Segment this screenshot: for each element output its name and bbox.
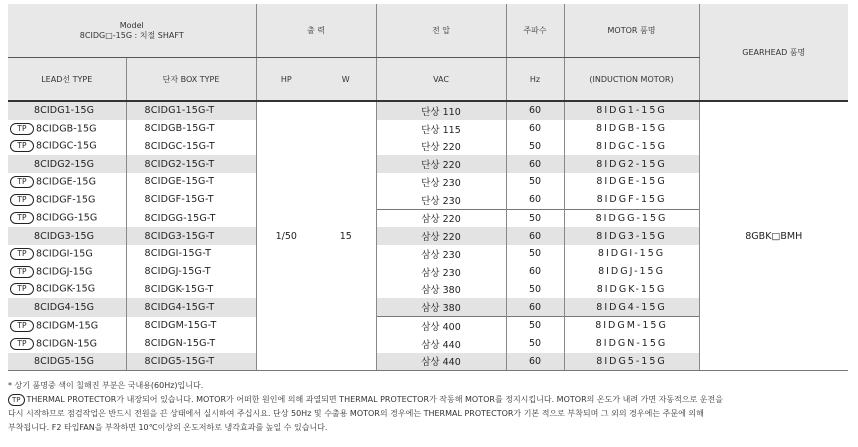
box-type-cell: 8CIDGK-15G-T: [126, 281, 256, 299]
note-domestic: * 상기 품명중 색이 칠해진 부분은 국내용(60Hz)입니다.: [8, 381, 204, 390]
box-type-cell: 8CIDGC-15G-T: [126, 138, 256, 156]
frequency-cell: 60: [506, 353, 564, 371]
voltage-cell: 삼상 380: [376, 281, 506, 299]
lead-model: 8CIDGJ-15G: [36, 266, 93, 278]
box-type-cell: 8CIDG3-15G-T: [126, 227, 256, 245]
lead-model: 8CIDG1-15G: [34, 105, 95, 117]
motor-cell: 8IDG1-15G: [564, 101, 699, 120]
lead-type-cell: [8, 263, 126, 281]
note-thermal-text: THERMAL PROTECTOR가 내장되어 있습니다. MOTOR가 어떠한 원인에 의해 과열되면 THERMAL PROTECTOR가 작동해 MOTOR를 정지시킵니다. MOTOR의 온도가 내려 가면 자동적으로 운전을: [26, 395, 723, 404]
hp-header: HP: [256, 58, 316, 102]
lead-model: 8CIDGB-15G: [36, 123, 97, 135]
voltage-cell: 단상 220: [376, 155, 506, 173]
frequency-cell: 50: [506, 209, 564, 227]
box-type-header: 단자 BOX TYPE: [126, 58, 256, 102]
frequency-cell: 50: [506, 317, 564, 335]
lead-model: 8CIDGN-15G: [36, 338, 98, 350]
frequency-cell: 60: [506, 191, 564, 209]
lead-model: 8CIDGF-15G: [36, 194, 96, 206]
note-thermal-cont: 다시 시작하므로 점검작업은 반드시 전원을 끈 상태에서 실시하여 주십시요. 단상 50Hz 및 수출용 MOTOR의 경우에는 THERMAL PROTECTOR가 기본 적으로 부착되며 그 외의 경우에는 주문에 의해: [8, 409, 704, 418]
frequency-cell: 60: [506, 227, 564, 245]
voltage-cell: 단상 115: [376, 120, 506, 138]
voltage-cell: 단상 230: [376, 191, 506, 209]
motor-cell: 8IDG3-15G: [564, 227, 699, 245]
tp-mark-icon: TP: [10, 176, 34, 188]
box-type-cell: 8CIDG5-15G-T: [126, 353, 256, 371]
motor-cell: 8IDG5-15G: [564, 353, 699, 371]
motor-cell: 8IDGF-15G: [564, 191, 699, 209]
lead-model: 8CIDG4-15G: [34, 301, 95, 313]
frequency-cell: 60: [506, 298, 564, 316]
lead-model: 8CIDG5-15G: [34, 355, 95, 367]
motor-cell: 8IDGN-15G: [564, 335, 699, 353]
tp-mark-icon: TP: [10, 248, 34, 260]
lead-model: 8CIDG2-15G: [34, 158, 95, 170]
motor-cell: 8IDGG-15G: [564, 209, 699, 227]
frequency-cell: 50: [506, 173, 564, 191]
box-type-cell: 8CIDGI-15G-T: [126, 245, 256, 263]
motor-cell: 8IDGC-15G: [564, 138, 699, 156]
box-type-cell: 8CIDGJ-15G-T: [126, 263, 256, 281]
lead-model: 8CIDGG-15G: [36, 212, 98, 224]
frequency-header: 주파수: [506, 4, 564, 58]
lead-model: 8CIDGE-15G: [36, 176, 97, 188]
lead-type-cell: [8, 173, 126, 191]
box-type-cell: 8CIDGG-15G-T: [126, 209, 256, 227]
vac-header: VAC: [376, 58, 506, 102]
lead-type-cell: [8, 138, 126, 156]
w-cell: 15: [316, 101, 376, 371]
motor-cell: 8IDGK-15G: [564, 281, 699, 299]
motor-cell: 8IDGM-15G: [564, 317, 699, 335]
tp-mark-icon: TP: [10, 123, 34, 135]
frequency-cell: 50: [506, 281, 564, 299]
voltage-cell: 삼상 220: [376, 209, 506, 227]
voltage-cell: 단상 230: [376, 173, 506, 191]
w-header: W: [316, 58, 376, 102]
table-body: [8, 101, 848, 371]
lead-type-cell: [8, 191, 126, 209]
gearhead-header: GEARHEAD 품명: [699, 4, 848, 101]
tp-mark-icon: TP: [10, 338, 34, 350]
frequency-cell: 60: [506, 101, 564, 120]
footnotes: [8, 379, 853, 435]
output-header: 출 력: [256, 4, 376, 58]
box-type-cell: 8CIDGF-15G-T: [126, 191, 256, 209]
voltage-cell: 삼상 230: [376, 245, 506, 263]
induction-header: (INDUCTION MOTOR): [564, 58, 699, 102]
voltage-cell: 삼상 440: [376, 353, 506, 371]
lead-type-cell: [8, 155, 126, 173]
voltage-cell: 삼상 380: [376, 298, 506, 316]
motor-spec-table: [8, 4, 848, 371]
motor-cell: 8IDGJ-15G: [564, 263, 699, 281]
lead-type-cell: [8, 353, 126, 371]
lead-type-header: LEAD선 TYPE: [8, 58, 126, 102]
lead-model: 8CIDGK-15G: [36, 283, 96, 295]
lead-model: 8CIDGM-15G: [36, 320, 99, 332]
box-type-cell: 8CIDGM-15G-T: [126, 317, 256, 335]
box-type-cell: 8CIDG4-15G-T: [126, 298, 256, 316]
gearhead-cell: 8GBK□BMH: [699, 101, 848, 371]
frequency-cell: 60: [506, 120, 564, 138]
motor-cell: 8IDGB-15G: [564, 120, 699, 138]
lead-model: 8CIDGI-15G: [36, 248, 93, 260]
hz-header: Hz: [506, 58, 564, 102]
lead-type-cell: [8, 298, 126, 316]
lead-type-cell: [8, 101, 126, 120]
lead-type-cell: [8, 120, 126, 138]
motor-cell: 8IDGE-15G: [564, 173, 699, 191]
frequency-cell: 60: [506, 263, 564, 281]
lead-model: 8CIDGC-15G: [36, 140, 97, 152]
motor-cell: 8IDGI-15G: [564, 245, 699, 263]
voltage-cell: 삼상 400: [376, 317, 506, 335]
voltage-cell: 삼상 220: [376, 227, 506, 245]
tp-mark-icon: TP: [8, 394, 25, 406]
model-header: [8, 4, 256, 58]
note-thermal: [8, 393, 853, 407]
motor-cell: 8IDG4-15G: [564, 298, 699, 316]
lead-type-cell: [8, 227, 126, 245]
model-subtitle: 8CIDG□-15G : 치절 SHAFT: [79, 30, 184, 40]
lead-model: 8CIDG3-15G: [34, 230, 95, 242]
tp-mark-icon: TP: [10, 266, 34, 278]
box-type-cell: 8CIDG1-15G-T: [126, 101, 256, 120]
frequency-cell: 50: [506, 245, 564, 263]
voltage-cell: 삼상 440: [376, 335, 506, 353]
frequency-cell: 60: [506, 155, 564, 173]
model-title: Model: [119, 20, 144, 30]
frequency-cell: 50: [506, 335, 564, 353]
note-fan: 부착됩니다. F2 타입FAN을 부착하면 10℃이상의 온도저하로 냉각효과를 높일 수 있습니다.: [8, 423, 328, 432]
table-row: [8, 101, 848, 120]
voltage-header: 전 압: [376, 4, 506, 58]
lead-type-cell: [8, 209, 126, 227]
voltage-cell: 삼상 230: [376, 263, 506, 281]
tp-mark-icon: TP: [10, 212, 34, 224]
motor-cell: 8IDG2-15G: [564, 155, 699, 173]
lead-type-cell: [8, 281, 126, 299]
box-type-cell: 8CIDG2-15G-T: [126, 155, 256, 173]
lead-type-cell: [8, 317, 126, 335]
tp-mark-icon: TP: [10, 283, 34, 295]
tp-mark-icon: TP: [10, 320, 34, 332]
voltage-cell: 단상 220: [376, 138, 506, 156]
box-type-cell: 8CIDGN-15G-T: [126, 335, 256, 353]
frequency-cell: 50: [506, 138, 564, 156]
hp-cell: 1/50: [256, 101, 316, 371]
lead-type-cell: [8, 335, 126, 353]
tp-mark-icon: TP: [10, 140, 34, 152]
lead-type-cell: [8, 245, 126, 263]
tp-mark-icon: TP: [10, 194, 34, 206]
box-type-cell: 8CIDGB-15G-T: [126, 120, 256, 138]
motor-header: MOTOR 품명: [564, 4, 699, 58]
box-type-cell: 8CIDGE-15G-T: [126, 173, 256, 191]
voltage-cell: 단상 110: [376, 101, 506, 120]
